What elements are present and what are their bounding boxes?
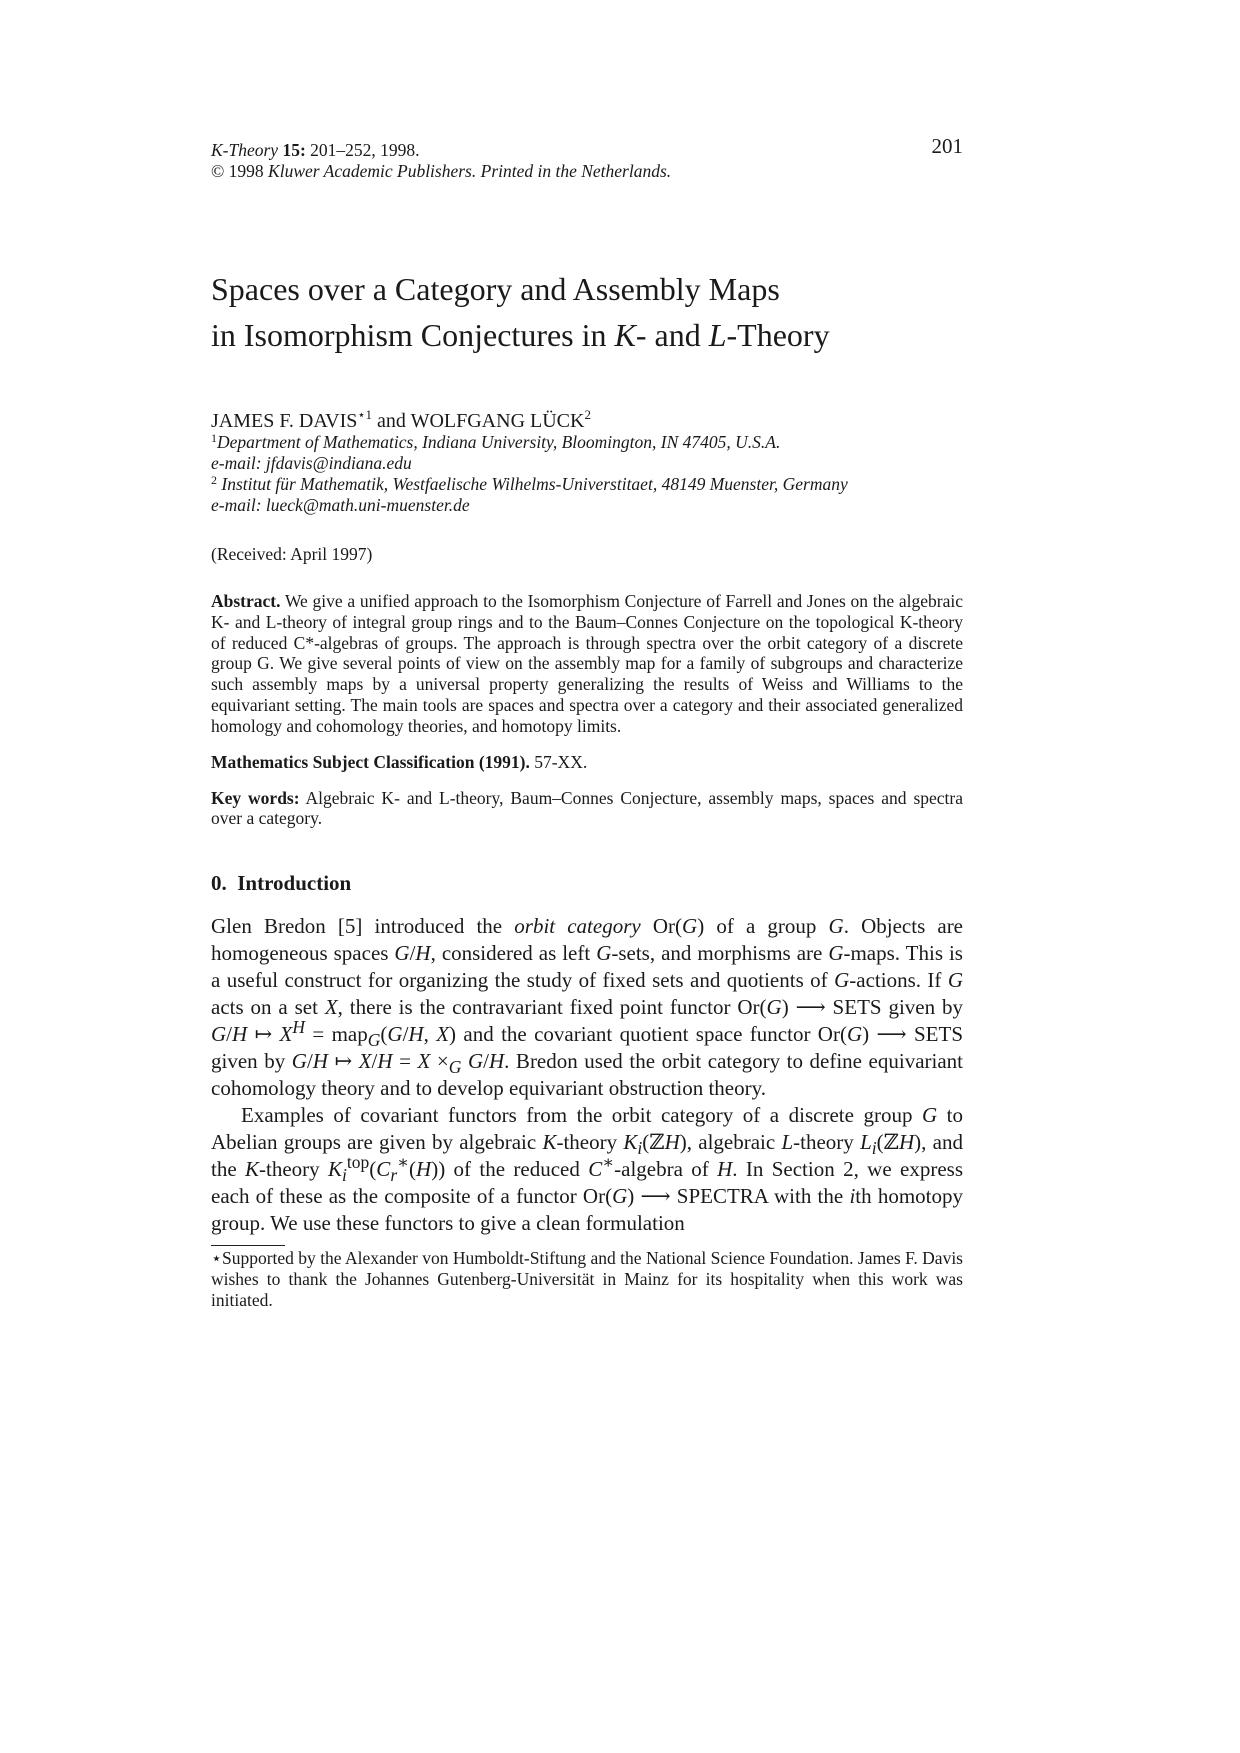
section-number: 0. (211, 871, 227, 896)
subject-classification (211, 752, 963, 773)
paper-page (211, 134, 964, 1311)
citation-line (211, 140, 963, 161)
title-line-2: in Isomorphism Conjectures in K- and L-Theory (211, 317, 830, 353)
footnote (211, 1248, 963, 1311)
email-1: e-mail: jfdavis@indiana.edu (211, 453, 412, 473)
affiliation-2: $^2$ Institut für Mathematik, Westfaelische Wilhelms-Universtitaet, 48149 Muenster, Germany (211, 473, 848, 494)
abstract (211, 591, 963, 737)
section-heading (211, 871, 963, 895)
footnote-mark: ⋆ (211, 1248, 222, 1269)
author-and: and (377, 410, 406, 432)
keywords-text: Algebraic K- and L-theory, Baum–Connes Conjecture, assembly maps, spaces and spectra over a category. (211, 787, 963, 829)
author-lueck-mark: 2 (584, 407, 591, 422)
affiliation-1: $^1$Department of Mathematics, Indiana University, Bloomington, IN 47405, U.S.A. (211, 431, 781, 452)
author-line (211, 407, 963, 432)
journal-volume: 15: (282, 140, 306, 160)
printed-location: Printed in the Netherlands. (480, 161, 672, 181)
title-line-1: Spaces over a Category and Assembly Maps (211, 271, 780, 307)
footnote-text: Supported by the Alexander von Humboldt-Stiftung and the National Science Foundation. James F. Davis wishes to thank the Johannes Gutenberg-Universität in Mainz for its hospitality when this work was initiated. (211, 1248, 963, 1311)
paper-title (211, 266, 963, 358)
msc-value: 57-XX. (534, 751, 588, 772)
publisher-name: Kluwer Academic Publishers. (268, 161, 477, 181)
intro-paragraph-2: Examples of covariant functors from the orbit category of a discrete group G to Abelian groups are given by algebraic K-theory $K_i(ℤH)$, algebraic L-theory $L_i(ℤH)$, and the K-theory $K_i^{top}(C_r^∗(H))$ of the reduced C∗-algebra of H. In Section 2, we express each of these as the composite of a functor Or(G) ⟶ SPECTRA with the ith homotopy group. We use these functors to give a clean formulation (211, 1103, 963, 1236)
author-lueck: WOLFGANG LÜCK (410, 410, 585, 432)
journal-header (211, 134, 963, 182)
introduction-body (211, 913, 963, 1237)
journal-pages-year: 201–252, 1998. (310, 140, 420, 160)
abstract-label: Abstract. (211, 591, 281, 611)
intro-paragraph-1: Glen Bredon [5] introduced the orbit category Or(G) of a group G. Objects are homogeneous spaces G/H, considered as left G-sets, and morphisms are G-maps. This is a useful construct for organizing the study of fixed sets and quotients of G-actions. If G acts on a set X, there is the contravariant fixed point functor Or(G) ⟶ SETS given by G/H ↦ $X^H = map_G(G/H$, X) and the covariant quotient space functor Or(G) ⟶ SETS given by G/H ↦ $X/H = X \times_G$ G/H. Bredon used the orbit category to define equivariant cohomology theory and to develop equivariant obstruction theory. (211, 914, 964, 1101)
author-davis-mark: ⋆1 (357, 407, 373, 422)
journal-name: K-Theory (211, 140, 279, 160)
footnote-rule (211, 1245, 285, 1246)
abstract-text: We give a unified approach to the Isomorphism Conjecture of Farrell and Jones on the algebraic K- and L-theory of integral group rings and to the Baum–Connes Conjecture on the topological K-theory of reduced C*-algebras of groups. The approach is through spectra over the orbit category of a discrete group G. We give several points of view on the assembly map for a family of subgroups and characterize such assembly maps by a universal property generalizing the results of Weiss and Williams to the equivariant setting. The main tools are spaces and spectra over a category and their associated generalized homology and cohomology theories, and homotopy limits. (211, 591, 964, 736)
author-davis: JAMES F. DAVIS (211, 410, 358, 432)
section-title: Introduction (237, 871, 352, 896)
received-date: (Received: April 1997) (211, 544, 373, 564)
copyright-year: © 1998 (211, 161, 264, 181)
keywords (211, 788, 963, 830)
copyright-line (211, 161, 963, 182)
email-2: e-mail: lueck@math.uni-muenster.de (211, 495, 470, 515)
page-number: 201 (931, 134, 963, 158)
keywords-label: Key words: (211, 787, 300, 808)
msc-label: Mathematics Subject Classification (1991). (211, 751, 530, 772)
